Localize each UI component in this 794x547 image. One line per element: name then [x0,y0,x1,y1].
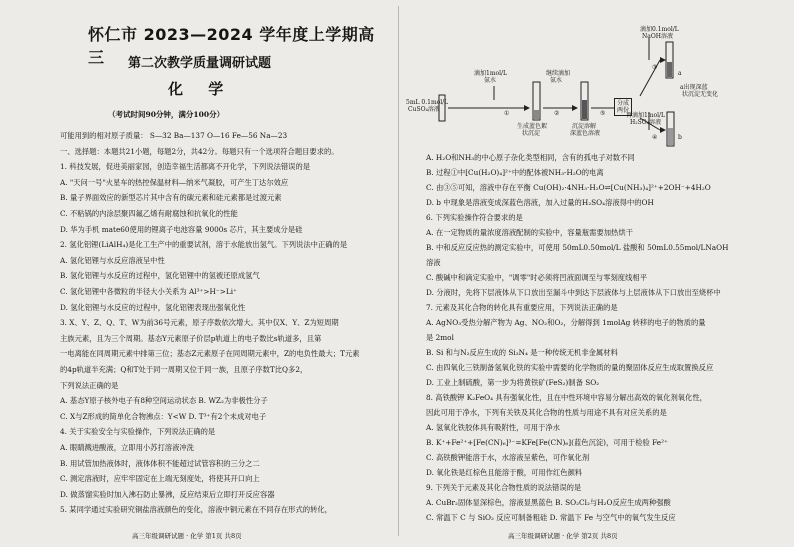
question-line: A. 眼睛溅进酸液，立即用小苏打溶液冲洗 [60,443,194,452]
question-line: 1. 科技发展，促进美丽家园，创造幸福生活都离不开化学，下列说法错误的是 [60,162,311,172]
question-line: A. CuBr₂固体显深棕色，溶液显黑蓝色 B. SO₂Cl₂与H₂O反应生成两种强酸 [426,498,671,507]
tube-a-label: a [678,70,682,77]
question-line: D. 分液时，先将下层液体从下口放出至漏斗中到达下层液体与上层液体从下口放出至烧杯中 [426,288,721,297]
question-line: C. 测定溶液时，应牢牢固定在上端无刻度处，将使其开口向上 [60,474,260,484]
step-4-label: ④ [652,134,658,141]
question-line: 溶液 [426,258,441,267]
tube-b-label: b [678,134,682,141]
question-line: B. Si 和与N₂反应生成的 Si₃N₄ 是一种传统无机非金属材料 [426,348,618,357]
exam-meta: （考试时间90分钟，满分100分） [108,110,225,119]
start-label-2: CuSO₄溶液 [408,106,440,113]
question-line: 的4p轨道半充满；Q和T处于同一周期又位于同一族，且原子序数T比Q多2， [60,365,308,374]
question-line: D. 做蒸馏实验时加入沸石防止暴沸，反应结束后立即打开反应容器 [60,489,275,499]
question-line: C. 酸碱中和滴定实验中，"调零"时必须将凹液面调至与零刻度线相平 [426,273,647,282]
question-line: 5. 某同学通过实验研究铜盐溶液颜色的变化，溶液中铜元素在不同存在形式的转化， [60,505,332,515]
step-5-label: ⑤ [600,110,606,117]
top-reagent-label-b: NaOH溶液 [642,33,673,40]
question-line: C. 由③⑤可知，溶液中存在平衡 Cu(OH)₂·4NH₃·H₂O⇌[Cu(NH₃)₄]²⁺+2OH⁻+4H₂O [426,183,711,192]
question-line: 6. 下列实验操作符合要求的是 [426,213,523,222]
experiment-diagram [404,0,794,150]
arrow-1-head [524,105,530,111]
page-divider [398,6,399,536]
question-line: 下列说法正确的是 [60,380,119,390]
split-label-b: 两份 [617,107,630,114]
start-label: 5mL 0.1mol/L [406,99,449,106]
question-line: D. 氢化铝锂与水反应的过程中，氢化铝锂表现出强氧化性 [60,302,246,312]
reagent2-label-a: 继续滴加 [546,70,571,77]
footer-right: 高三年级调研试题 · 化学 第2页 共8页 [508,532,618,540]
step-1-label: ① [504,110,510,117]
question-line: B. K⁺+Fe²⁺+[Fe(CN)₆]³⁻=KFe[Fe(CN)₆](蓝色沉淀)，可用于检验 Fe²⁺ [426,438,668,447]
exam-title-line2: 第二次教学质量调研试题 [128,56,272,71]
product2-label-b: 深蓝色溶液 [570,130,601,137]
left-page [0,0,390,547]
question-line: 因此可用于净水，下列有关铁及其化合物的性质与用途不具有对应关系的是 [426,408,667,417]
reagent2-label-b: 氨水 [550,77,563,84]
right-page [404,0,794,547]
question-line: C. 常温下 C 与 SiO₂ 反应可制备粗硅 D. 常温下 Fe 与空气中的氧气发生反应 [426,513,676,522]
question-line: A. AgNO₃受热分解产物为 Ag、NO₂和O₂，分解得到 1molAg 转移的电子的物质的量 [426,318,706,327]
question-line: A. 在一定物质的量浓度溶液配制的实验中，容量瓶需要加热烘干 [426,228,633,237]
step-3-label: ③ [652,64,658,71]
bottom-arrow-head [660,127,666,133]
question-line: D. 华为手机 mate60使用的锂离子电池容量 9000s 芯片，其主要成分是硅 [60,224,303,234]
question-line: A. 基态Y原子核外电子有8种空间运动状态 B. WZ₂为非极性分子 [60,396,268,406]
reagent1-label-b: 氨水 [484,77,497,84]
question-line: A. "天问一号"火星车的热控保温材料—纳米气凝胶，可产生丁达尔效应 [60,177,289,187]
question-line: 9. 下列关于元素及其化合物性质的说法错误的是 [426,483,582,492]
bottom-reagent-label-b: H₂SO₄溶液 [630,119,662,126]
question-line: A. 氢化铝锂与水反应溶液呈中性 [60,255,165,265]
question-line: B. 中和反应反应热的测定实验中，可使用 50mL0.50mol/L 盐酸和 50mL0.55mol/LNaOH [426,243,729,252]
question-line: 可能用到的相对原子质量： S—32 Ba—137 O—16 Fe—56 Na—23 [60,131,288,140]
question-line: D. b 中现象是溶液变成深蓝色溶液，加入过量的H₂SO₄溶液得中的OH [426,198,654,207]
bottom-reagent-label-a: 再滴加1mol/L [626,112,666,119]
footer-left: 高三年级调研试题 · 化学 第1页 共8页 [132,532,242,540]
product1-label-a: 生成蓝色絮 [517,123,548,130]
tube-b-solution [668,128,673,145]
question-line: 7. 元素及其化合物的转化具有重要应用，下列说法正确的是 [426,303,618,312]
step-2-label: ② [554,110,560,117]
question-line: D. 氧化铁是红棕色且能溶于酸，可用作红色颜料 [426,468,583,477]
tube-a-solution [667,62,672,77]
question-line: 主族元素，且为三个周期。基态Y元素原子价层p轨道上的电子数比s轨道多，且第 [60,333,322,343]
tube-2-precipitate [534,110,539,119]
question-line: C. X与Z形成的简单化合物沸点：Y<W D. T³⁺有2个未成对电子 [60,411,267,421]
top-reagent-label-a: 滴加0.1mol/L [640,26,679,33]
question-line: B. 量子界面效应的新型芯片其中含有的碳元素和硅元素都是过渡元素 [60,193,282,203]
split-label-a: 分成 [617,100,630,107]
arrow-2-head [572,105,578,111]
question-line: C. 由四氧化三铁制备氢氧化铁的实验中需要的化学物质的量的聚固体反应生成取置换反应 [426,363,714,372]
reagent1-label-a: 滴加1mol/L [474,70,508,77]
question-line: 4. 关于实验安全与实验操作，下列说法正确的是 [60,427,216,437]
question-line: A. H₂O和NH₃的中心原子杂化类型相同，含有的孤电子对数不同 [426,153,635,162]
product2-label-a: 沉淀溶解 [572,123,597,130]
question-line: 8. 高铁酸钾 K₂FeO₄ 具有强氧化性，且在中性环境中容易分解出高效的氧化剂氧化性， [426,393,707,402]
question-line: B. 过程①中[Cu(H₂O)₄]²⁺中的配体被NH₃-H₂O的电离 [426,168,604,177]
exam-title-line1: 怀仁市 2023—2024 学年度上学期高三 [88,25,375,67]
product1-label-b: 状沉淀 [522,130,541,137]
question-line: B. 用试管加热液体时，液体体积不能超过试管容积的三分之二 [60,458,260,468]
question-line: 是 2mol [426,333,454,342]
result-a-label-2: 状沉淀无变化 [682,91,719,98]
question-line: C. 不粘锅的内涂层聚四氟乙烯有耐腐蚀和抗氧化的性能 [60,209,238,218]
question-line: D. 工业上制硫酸，第一步为将黄铁矿(FeS₂)制备 SO₂ [426,378,600,387]
question-line: A. 氢氧化铁胶体具有吸附性，可用于净水 [426,423,560,432]
tube-3-solution [582,100,587,119]
question-line: 2. 氢化铝锂(LiAlH₄)是化工生产中的重要试剂，溶于水能放出氢气。下列说法中正确的是 [60,240,348,250]
question-line: 一电离能在同周期元素中排第三位；基态Z元素原子在同周期元素中，Z的电负性最大；T元素 [60,349,360,359]
question-line: B. 氢化铝锂与水反应的过程中，氢化铝锂中的氢被还原成氢气 [60,271,260,281]
result-a-label-1: a出现深蓝 [680,84,708,91]
diagram-lines [404,0,794,150]
question-line: 一、选择题：本题共21小题，每题2分，共42分。每题只有一个选项符合题目要求的。 [60,146,339,156]
question-line: C. 氢化铝锂中各微粒的半径大小关系为 Al³⁺>H⁻>Li⁺ [60,287,237,296]
question-line: C. 高铁酸钾能溶于水，水溶液呈紫色，可作氧化剂 [426,453,590,462]
exam-subject: 化 学 [168,80,234,98]
question-line: 3. X、Y、Z、Q、T、W为前36号元素，原子序数依次增大。其中仅X、Y、Z为短周期 [60,318,339,328]
top-arrow-head [660,57,666,63]
